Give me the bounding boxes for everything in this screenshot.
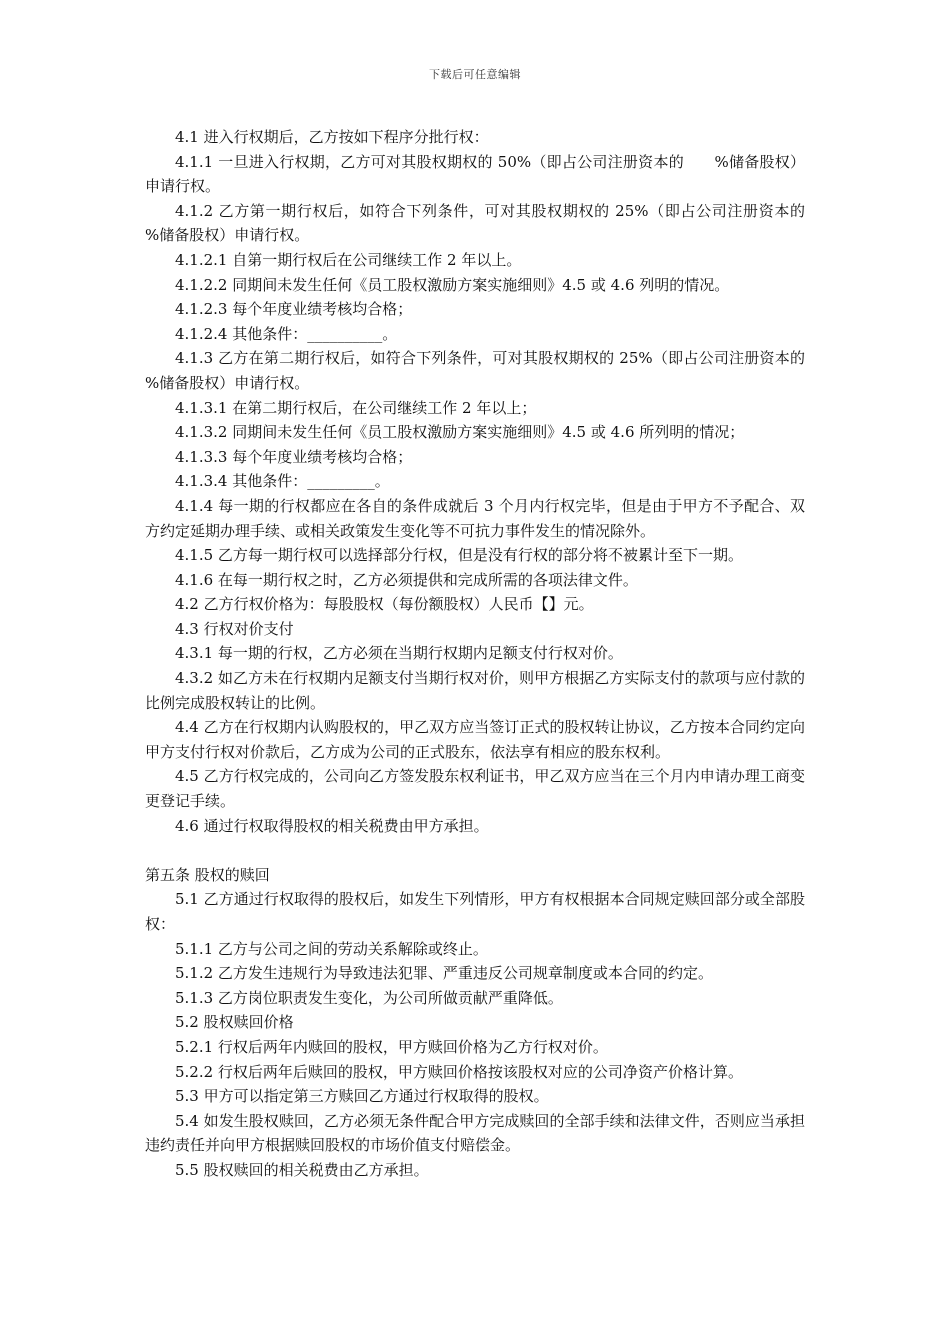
clause-5-3: 5.3 甲方可以指定第三方赎回乙方通过行权取得的股权。 <box>175 1087 549 1106</box>
clause-4-3-1: 4.3.1 每一期的行权，乙方必须在当期行权期内足额支付行权对价。 <box>175 644 623 663</box>
clause-5-1: 5.1 乙方通过行权取得的股权后，如发生下列情形，甲方有权根据本合同规定赎回部分或全部股权： <box>145 890 805 933</box>
clause-5-2-2: 5.2.2 行权后两年后赎回的股权，甲方赎回价格按该股权对应的公司净资产价格计算。 <box>175 1062 743 1081</box>
clause-4-1-4: 4.1.4 每一期的行权都应在各自的条件成就后 3 个月内行权完毕，但是由于甲方不予配合、双方约定延期办理手续、或相关政策发生变化等不可抗力事件发生的情况除外。 <box>145 496 805 540</box>
clause-4-1-3-4: 4.1.3.4 其他条件：_________。 <box>175 472 390 491</box>
clause-4-1-2-4: 4.1.2.4 其他条件：__________。 <box>175 324 398 343</box>
clause-4-1-3-2: 4.1.3.2 同期间未发生任何《员工股权激励方案实施细则》4.5 或 4.6 所列明的情况； <box>175 423 745 442</box>
clause-5-4: 5.4 如发生股权赎回，乙方必须无条件配合甲方完成赎回的全部手续和法律文件，否则应当承担违约责任并向甲方根据赎回股权的市场价值支付赔偿金。 <box>145 1111 805 1155</box>
document-body <box>145 125 836 1183</box>
clause-4-1-2-1: 4.1.2.1 自第一期行权后在公司继续工作 2 年以上。 <box>175 250 522 269</box>
clause-4-1-2: 4.1.2 乙方第一期行权后，如符合下列条件，可对其股权期权的 25%（即占公司注册资本的 %储备股权）申请行权。 <box>145 201 836 245</box>
clause-4-4: 4.4 乙方在行权期内认购股权的，甲乙双方应当签订正式的股权转让协议，乙方按本合同约定向甲方支付行权对价款后，乙方成为公司的正式股东，依法享有相应的股东权利。 <box>145 718 805 761</box>
clause-5-2: 5.2 股权赎回价格 <box>175 1013 294 1032</box>
clause-4-6: 4.6 通过行权取得股权的相关税费由甲方承担。 <box>175 816 489 835</box>
clause-4-3-2: 4.3.2 如乙方未在行权期内足额支付当期行权对价，则甲方根据乙方实际支付的款项与应付款的比例完成股权转让的比例。 <box>145 669 805 712</box>
clause-4-1-2-2: 4.1.2.2 同期间未发生任何《员工股权激励方案实施细则》4.5 或 4.6 列明的情况。 <box>175 275 730 294</box>
section-spacer <box>145 838 805 863</box>
clause-4-5: 4.5 乙方行权完成的，公司向乙方签发股东权利证书，甲乙双方应当在三个月内申请办理工商变更登记手续。 <box>145 767 805 811</box>
clause-5-1-2: 5.1.2 乙方发生违规行为导致违法犯罪、严重违反公司规章制度或本合同的约定。 <box>175 964 713 983</box>
clause-4-1-3: 4.1.3 乙方在第二期行权后，如符合下列条件，可对其股权期权的 25%（即占公司注册资本的 %储备股权）申请行权。 <box>145 349 836 392</box>
clause-5-5: 5.5 股权赎回的相关税费由乙方承担。 <box>175 1160 429 1179</box>
section-5-heading: 第五条 股权的赎回 <box>145 865 270 884</box>
clause-5-2-1: 5.2.1 行权后两年内赎回的股权，甲方赎回价格为乙方行权对价。 <box>175 1037 608 1056</box>
clause-4-1: 4.1 进入行权期后，乙方按如下程序分批行权： <box>175 128 489 146</box>
clause-4-2: 4.2 乙方行权价格为：每股股权（每份额股权）人民币【】元。 <box>175 595 594 614</box>
clause-4-1-3-1: 4.1.3.1 在第二期行权后，在公司继续工作 2 年以上； <box>175 398 537 417</box>
clause-4-1-1: 4.1.1 一旦进入行权期，乙方可对其股权期权的 50%（即占公司注册资本的 %储备股权）申请行权。 <box>145 152 805 196</box>
clause-4-1-2-3: 4.1.2.3 每个年度业绩考核均合格； <box>175 300 413 319</box>
page-header: 下载后可任意编辑 <box>429 68 521 81</box>
clause-5-1-3: 5.1.3 乙方岗位职责发生变化，为公司所做贡献严重降低。 <box>175 988 563 1007</box>
clause-4-1-5: 4.1.5 乙方每一期行权可以选择部分行权，但是没有行权的部分将不被累计至下一期。 <box>175 546 743 565</box>
clause-5-1-1: 5.1.1 乙方与公司之间的劳动关系解除或终止。 <box>175 939 488 958</box>
clause-4-1-3-3: 4.1.3.3 每个年度业绩考核均合格； <box>175 447 413 466</box>
clause-4-3: 4.3 行权对价支付 <box>175 619 294 638</box>
clause-4-1-6: 4.1.6 在每一期行权之时，乙方必须提供和完成所需的各项法律文件。 <box>175 570 638 589</box>
